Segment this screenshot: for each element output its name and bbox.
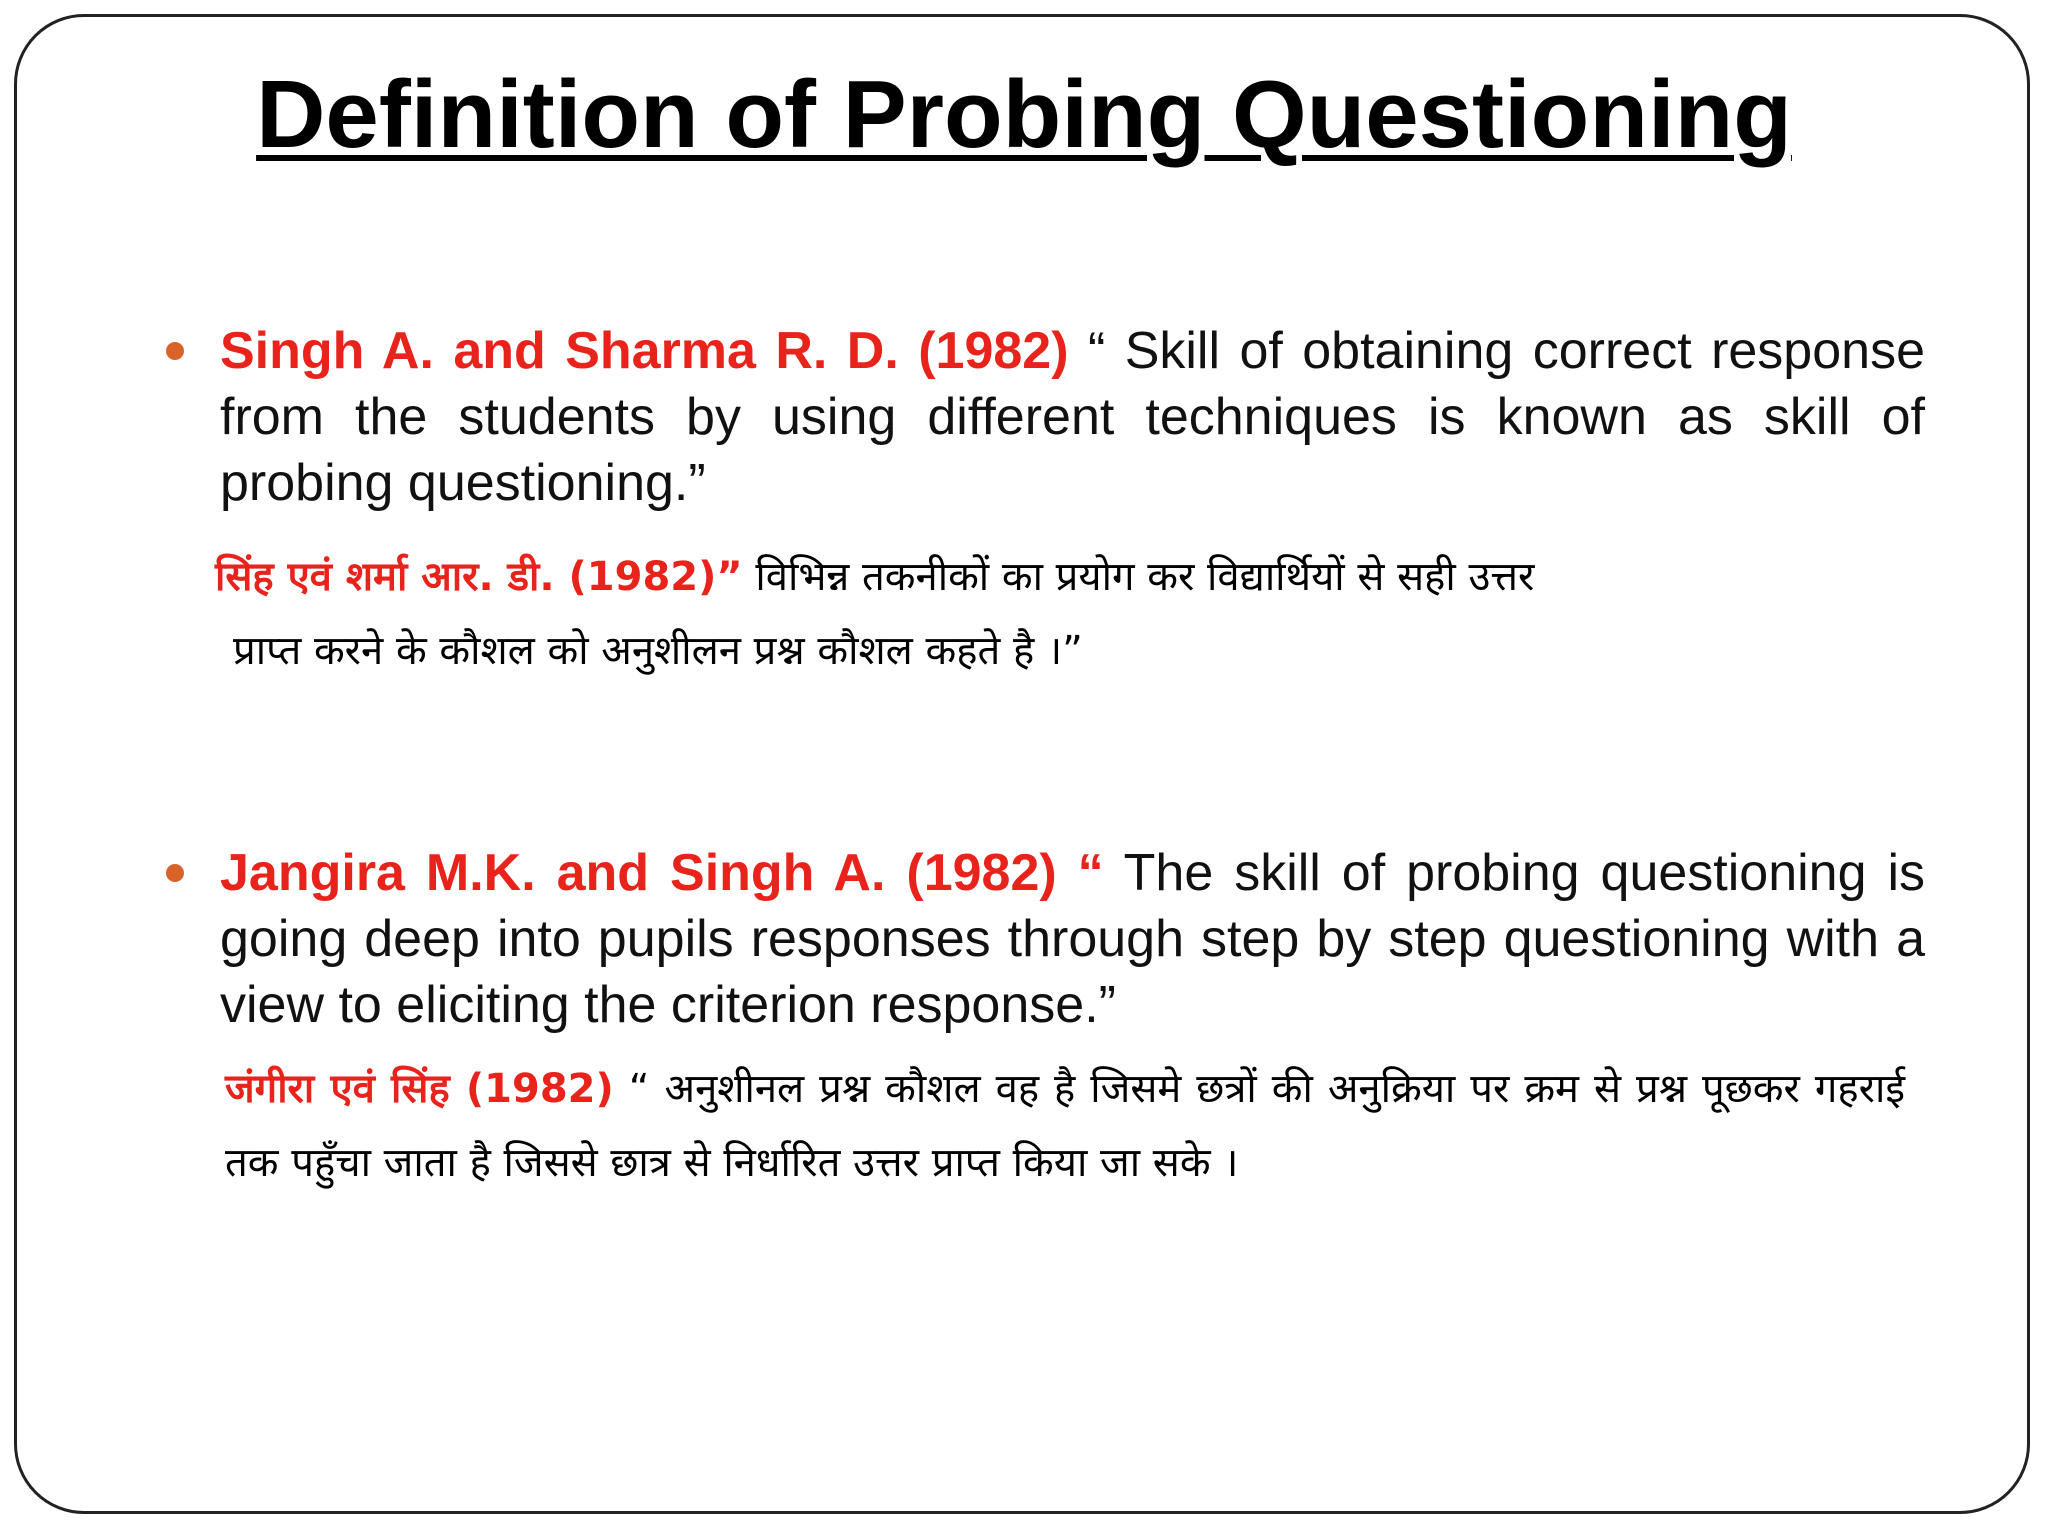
definition-quote-hindi-line1: विभिन्न तकनीकों का प्रयोग कर विद्यार्थियों से सही उत्तर — [742, 554, 1535, 600]
author-citation: Jangira M.K. and Singh A. (1982) — [220, 844, 1057, 902]
bullet-dot-icon — [166, 342, 184, 360]
definition-quote-hindi: “ अनुशीनल प्रश्न कौशल वह है जिसमे छत्रों की अनुक्रिया पर क्रम से प्रश्न पूछकर गहराई तक पहुँचा जाता है जिससे छात्र से निर्धारित उत्तर प्राप्त किया जा सके । — [225, 1066, 1905, 1186]
definition-quote-hindi-line2: प्राप्त करने के कौशल को अनुशीलन प्रश्न कौशल कहते है ।” — [233, 628, 1083, 674]
slide-title — [0, 62, 2048, 168]
definition-hindi-1 — [215, 540, 1905, 688]
slide-frame — [14, 14, 2030, 1514]
definition-hindi-2 — [225, 1052, 1905, 1200]
bullet-dot-icon — [166, 864, 184, 882]
author-citation-hindi: सिंह एवं शर्मा आर. डी. (1982)” — [215, 554, 743, 600]
definition-quote: The skill of probing questioning is going deep into pupils responses through step by step questioning with a view to eliciting the criterion response.” — [220, 844, 1926, 1034]
definition-quote: “ Skill of obtaining correct response from the students by using different techniques is known as skill of probing questioning.” — [220, 322, 1925, 512]
slide-title-text: Definition of Probing Questioning — [256, 61, 1792, 168]
definition-english-1 — [220, 318, 1925, 516]
definition-english-2 — [220, 840, 1925, 1038]
open-quote-mark: “ — [1056, 844, 1104, 902]
author-citation-hindi: जंगीरा एवं सिंह (1982) — [225, 1066, 614, 1112]
author-citation: Singh A. and Sharma R. D. (1982) — [220, 322, 1069, 380]
